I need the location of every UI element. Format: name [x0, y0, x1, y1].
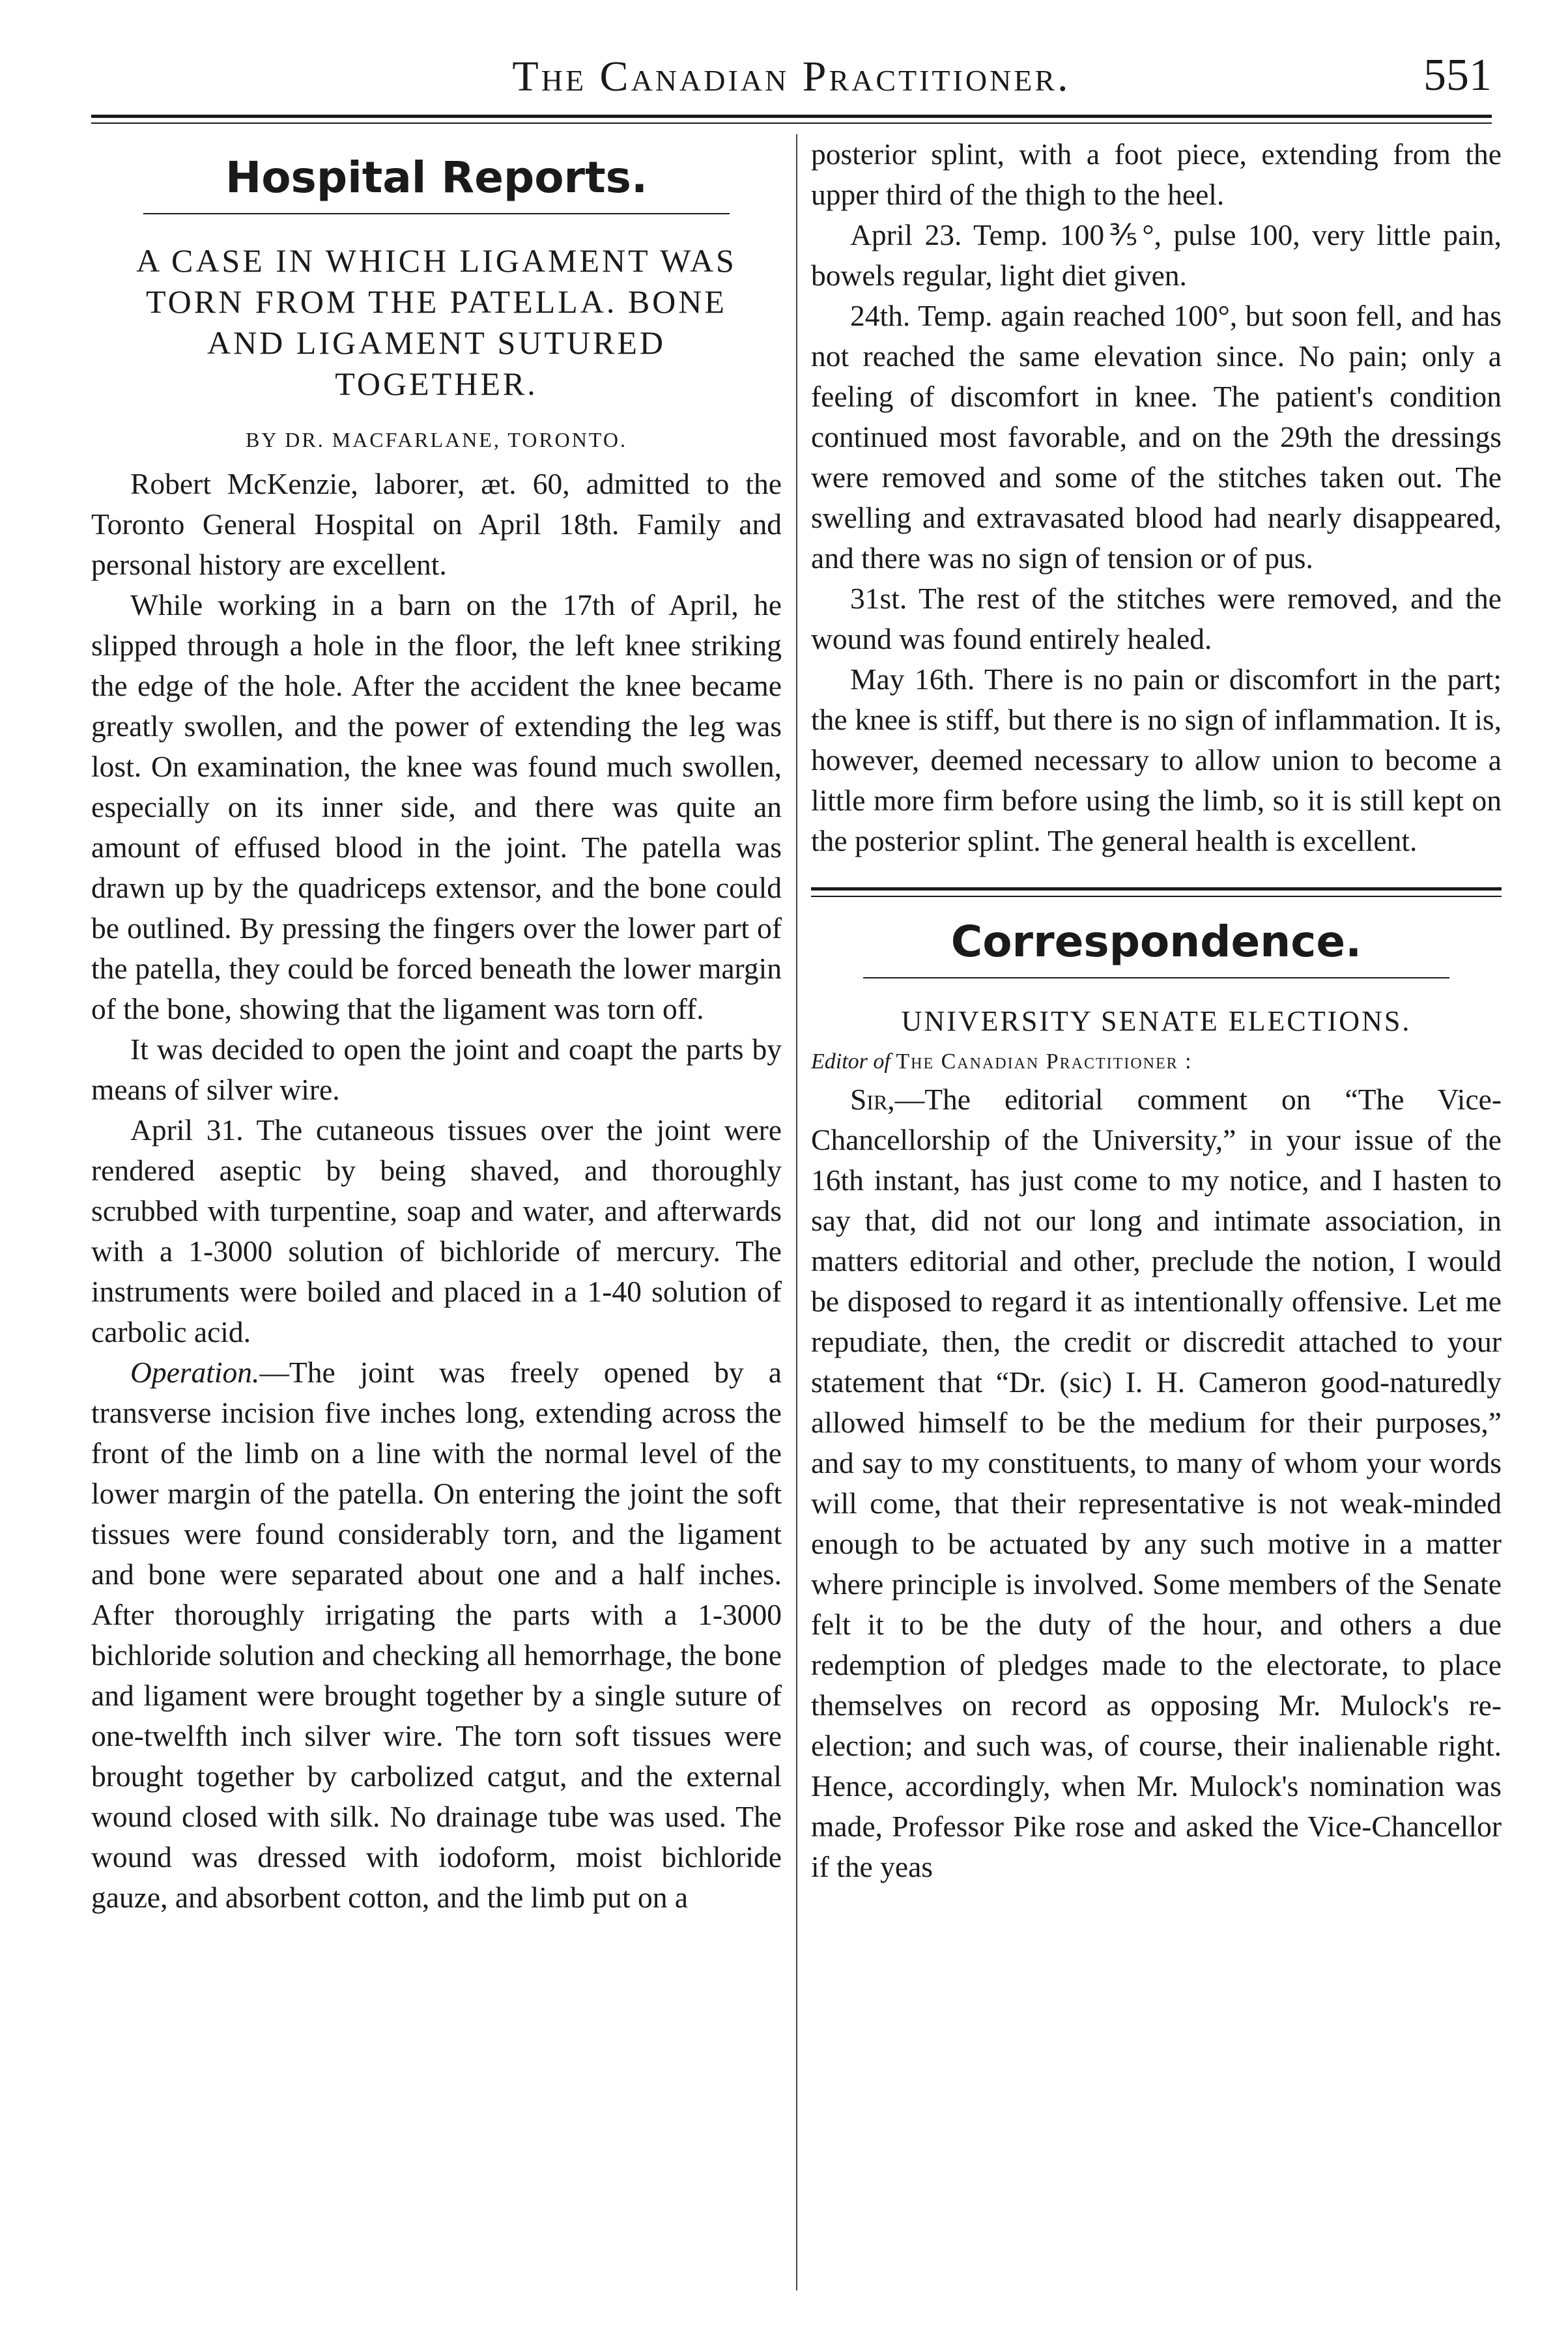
header-rule [91, 115, 1492, 124]
paragraph: April 23. Temp. 100⅗°, pulse 100, very little pain, bowels regular, light diet given. [811, 218, 1502, 292]
editor-prefix: Editor of [811, 1049, 891, 1074]
running-head [91, 46, 1492, 117]
paragraph: April 31. The cutaneous tissues over the joint were rendered aseptic by being shaved, and thoroughly scrubbed with turpentine, soap and water, and afterwards with a 1-3000 solution of bichloride of mercury. The instruments were boiled and placed in a 1-40 solution of carbolic acid. [91, 1113, 782, 1348]
right-column [811, 134, 1502, 1887]
section-rule [863, 977, 1449, 978]
article-title: A CASE IN WHICH LIGAMENT WAS TORN FROM THE PATELLA. BONE AND LIGAMENT SUTURED TOGETHER. [136, 242, 737, 402]
continued-paragraph: posterior splint, with a foot piece, extending from the upper third of the thigh to the heel. [811, 137, 1502, 211]
running-title: The Canadian Practitioner. [512, 53, 1071, 100]
paragraph: 24th. Temp. again reached 100°, but soon fell, and has not reached the same elevation since. No pain; only a feeling of discomfort in knee. The patient's condition continued most favorable, and on the 29th the dressings were removed and some of the stitches taken out. The swelling and extravasated blood had nearly disappeared, and there was no sign of tension or of pus. [811, 299, 1502, 575]
paragraph: Robert McKenzie, laborer, æt. 60, admitted to the Toronto General Hospital on April 18th. Family and personal history are excellent. [91, 467, 782, 581]
section-rule [143, 213, 730, 214]
letter-body [811, 1079, 1502, 1887]
editor-line [811, 1049, 1502, 1074]
section-heading-correspondence: Correspondence. [950, 917, 1362, 967]
paragraph: While working in a barn on the 17th of April, he slipped through a hole in the floor, the left knee striking the edge of the hole. After the accident the knee became greatly swollen, and the power of extending the leg was lost. On examination, the knee was found much swollen, especially on its inner side, and there was quite an amount of effused blood in the joint. The patella was drawn up by the quadriceps extensor, and the bone could be outlined. By pressing the fingers over the lower part of the patella, they could be forced beneath the lower margin of the bone, showing that the ligament was torn off. [91, 588, 782, 1025]
left-column [91, 134, 782, 1918]
operation-paragraph [91, 1352, 782, 1918]
operation-label: Operation. [130, 1356, 260, 1389]
column-divider [796, 134, 797, 2290]
paragraph: 31st. The rest of the stitches were removed, and the wound was found entirely healed. [811, 582, 1502, 655]
letter-title: UNIVERSITY SENATE ELECTIONS. [901, 1005, 1412, 1037]
section-separator [811, 887, 1502, 897]
paragraph: May 16th. There is no pain or discomfort in the part; the knee is stiff, but there is no sign of inflammation. It is, however, deemed necessary to allow union to become a little more firm before using the limb, so it is still kept on the posterior splint. The general health is excellent. [811, 663, 1502, 857]
editor-journal: The Canadian Practitioner : [896, 1049, 1193, 1074]
section-heading-hospital-reports: Hospital Reports. [225, 152, 648, 203]
page-number: 551 [1423, 50, 1492, 100]
operation-text: —The joint was freely opened by a transverse incision five inches long, extending across the front of the limb on a line with the normal level of the lower margin of the patella. On entering the joint the soft tissues were found considerably torn, and the ligament and bone were separated about one and a half inches. After thoroughly irrigating the parts with a 1-3000 bichloride solution and checking all hemorrhage, the bone and ligament were brought together by a single suture of one-twelfth inch silver wire. The torn soft tissues were brought together by carbolized catgut, and the external wound closed with silk. No drainage tube was used. The wound was dressed with iodoform, moist bichloride gauze, and absorbent cotton, and the limb put on a [91, 1356, 782, 1914]
letter-salutation: Sir, [850, 1083, 895, 1116]
letter-text: —The editorial comment on “The Vice-Chancellorship of the University,” in your issue of the 16th instant, has just come to my notice, and I hasten to say that, did not our long and intimate association, in matters editorial and other, preclude the notion, I would be disposed to regard it as intentionally offensive. Let me repudiate, then, the credit or discredit attached to your statement that “Dr. (sic) I. H. Cameron good-naturedly allowed himself to be the medium for their purposes,” and say to my constituents, to many of whom your words will come, that their representative is not weak-minded enough to be actuated by any such motive in a matter where principle is involved. Some members of the Senate felt it to be the duty of the hour, and others a due redemption of pledges made to the electorate, to place themselves on record as opposing Mr. Mulock's re-election; and such was, of course, their inalienable right. Hence, accordingly, when Mr. Mulock's nomination was made, Professor Pike rose and asked the Vice-Chancellor if the yeas [811, 1083, 1502, 1883]
paragraph: It was decided to open the joint and coapt the parts by means of silver wire. [91, 1033, 782, 1106]
byline: BY DR. MACFARLANE, TORONTO. [246, 428, 627, 451]
